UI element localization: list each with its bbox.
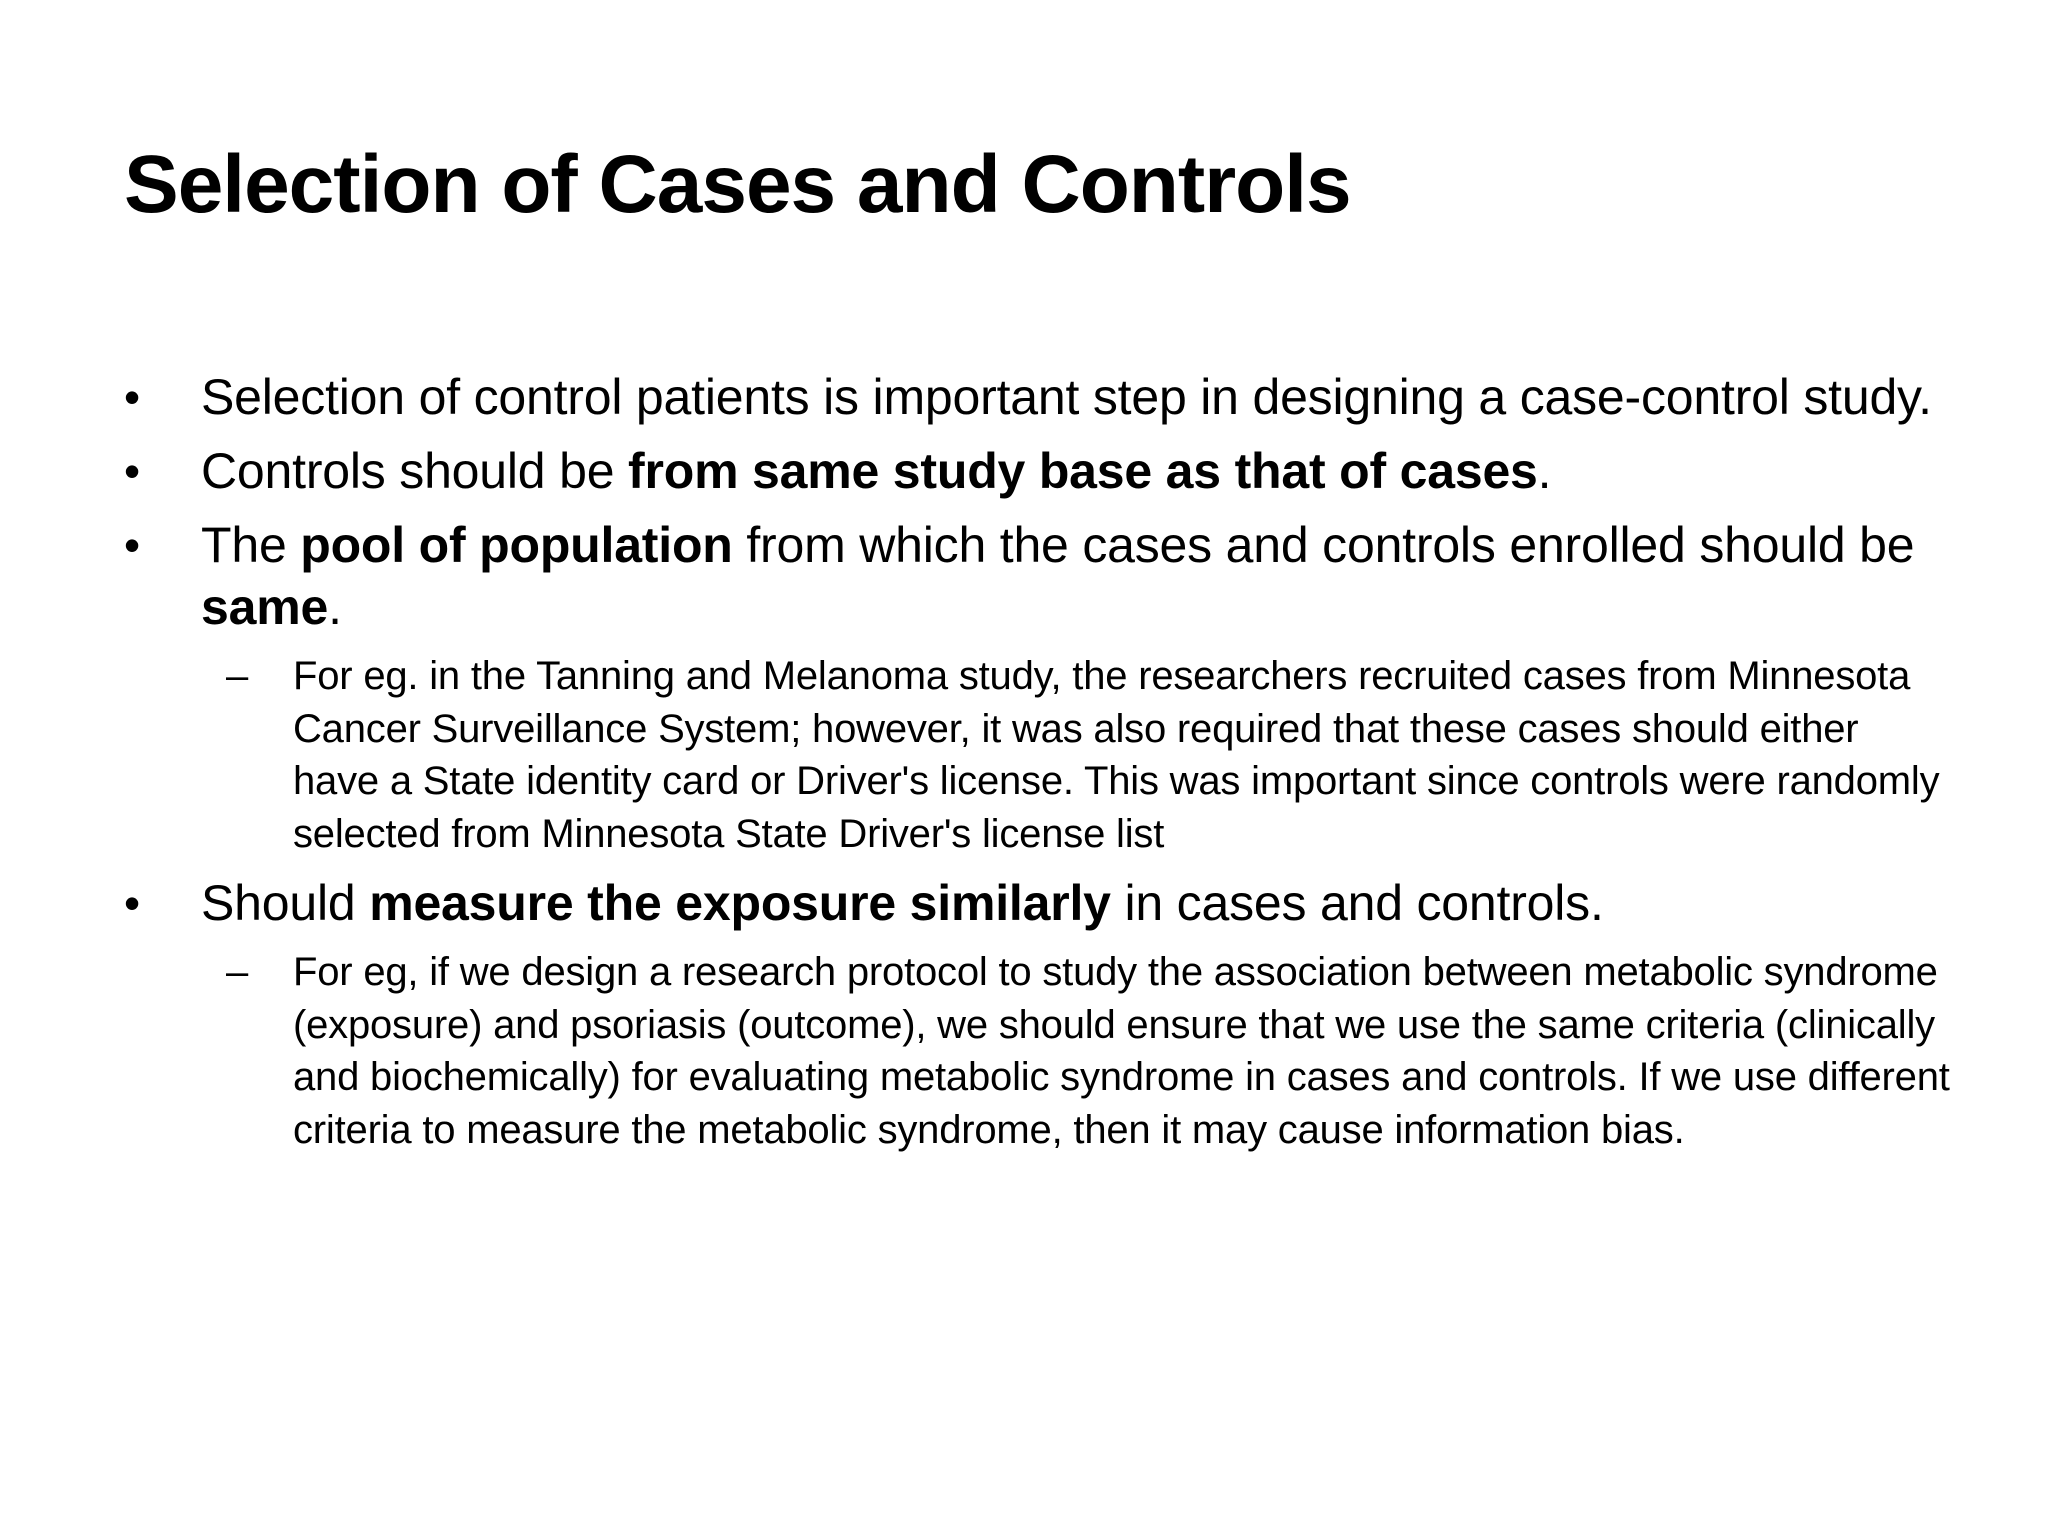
slide-body [124, 366, 1954, 1168]
bullet-text: . [328, 579, 342, 635]
bullet-item [124, 872, 1954, 934]
bullet-text: Controls should be [201, 443, 629, 499]
bullet-text: The [201, 517, 301, 573]
bullet-item [124, 366, 1954, 428]
bullet-text-bold: pool of population [300, 517, 733, 573]
bullet-marker: • [124, 445, 140, 497]
bullet-text-bold: from same study base as that of cases [628, 443, 1538, 499]
bullet-text: Should [201, 875, 370, 931]
bullet-text: . [1537, 443, 1552, 499]
slide-title: Selection of Cases and Controls [124, 139, 1351, 230]
bullet-text-bold: same [201, 579, 329, 635]
bullet-text: Selection of control patients is important step in designing a case-control study. [201, 369, 1932, 425]
bullet-marker: • [124, 519, 140, 571]
sub-bullet-text: For eg, if we design a research protocol to study the association between metabolic syndrome (exposure) and psoriasis (outcome), we should ensure that we use the same criteria (clinically and biochemically) for evaluating metabolic syndrome in cases and controls. If we use different criteria to measure the metabolic syndrome, then it may cause information bias. [293, 950, 1950, 1152]
bullet-marker: • [124, 877, 140, 929]
bullet-text: from which the cases and controls enrolled should be [732, 517, 1915, 573]
bullet-text: in cases and controls. [1110, 875, 1604, 931]
dash-marker: – [226, 654, 249, 698]
sub-bullet-item [124, 946, 1954, 1156]
sub-bullet-item [124, 650, 1954, 860]
bullet-text-bold: measure the exposure similarly [369, 875, 1111, 931]
bullet-marker: • [124, 371, 140, 423]
bullet-item [124, 440, 1954, 502]
dash-marker: – [226, 950, 249, 994]
sub-bullet-text: For eg. in the Tanning and Melanoma study, the researchers recruited cases from Minnesota Cancer Surveillance System; however, it was also required that these cases should either have a State identity card or Driver's license. This was important since controls were randomly selected from Minnesota State Driver's license list [293, 654, 1940, 856]
bullet-item [124, 514, 1954, 638]
